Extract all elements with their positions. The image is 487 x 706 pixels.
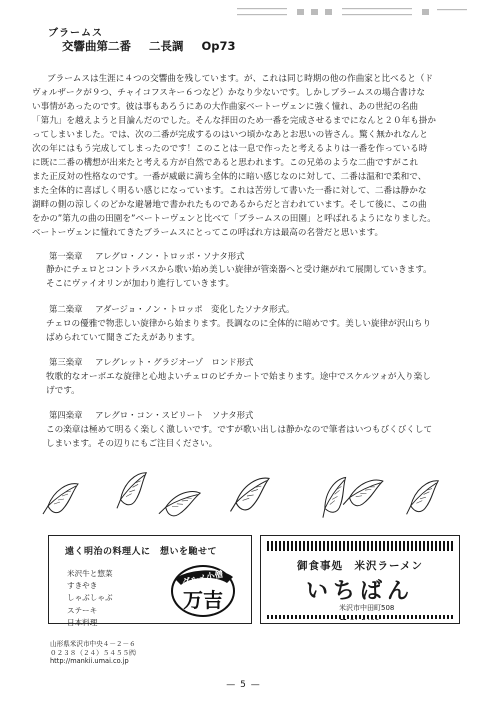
movement-number: 第三楽章 <box>49 357 83 367</box>
ad-tagline: 遠く明治の料理人に 想いを馳せて <box>65 547 218 557</box>
badge-main-text: 万吉 <box>183 588 223 612</box>
work-key: 二長調 <box>149 39 184 53</box>
movement-text: しまいます。その辺りにもご注目ください。 <box>46 439 218 449</box>
feather-icon <box>43 484 78 514</box>
ad-mankichi <box>48 535 252 627</box>
movement-heading <box>49 356 263 368</box>
movement-heading <box>49 303 304 315</box>
movement-tempo: アダージョ・ノン・トロッポ 変化したソナタ形式。 <box>95 304 295 314</box>
menu-item: しゃぶしゃぶ <box>67 593 113 603</box>
movement-text: げです。 <box>46 386 80 396</box>
ad-address: 米沢市中田町508 <box>339 604 395 612</box>
menu-item: 日本料理 <box>67 617 98 627</box>
intro-line: 「第九」を越えようと目論んだのでした。そんな拝田のため一番を完成させるまでになんと２０年も掛か <box>32 116 436 126</box>
intro-line: ベートーヴェンに憧れてきたブラームスにとってこの呼ばれ方は最高の名誉だと思います。 <box>32 228 384 238</box>
movement-tempo: アレグロ・コン・スピリート ソナタ形式 <box>95 410 254 420</box>
intro-line: ってしまいました。では、次の二番が完成するのはいつ頃かなあとお思いの皆さん。驚く無かれなんと <box>32 130 428 140</box>
composer-name: ブラームス <box>48 28 103 39</box>
intro-line: ブラームスは生涯に４つの交響曲を残しています。が、これは同じ時期の他の作曲家と比べると（ド <box>47 74 434 84</box>
ad-ichiban-contact <box>339 604 394 623</box>
movement-text: そこにヴァイオリンが加わり進行していきます。 <box>46 279 235 289</box>
badge-top-text: グルメ小僧 <box>181 569 225 589</box>
ad-ichiban <box>260 535 460 624</box>
ad-border-stripe <box>267 615 453 619</box>
ad-phone: ０２３８（２４）５４５５㈹ <box>50 648 136 657</box>
intro-line: また全体的に喜ばしく明るい感じになっています。これは苦労して書いた一番に対して、二番は静かな <box>32 186 427 196</box>
feather-icon <box>112 472 152 508</box>
movement-heading <box>49 250 255 262</box>
feather-row <box>40 466 450 518</box>
movement-heading <box>49 409 263 421</box>
ad-tagline: 御食事処 米沢ラーメン <box>297 560 423 572</box>
movement-number: 第四楽章 <box>49 410 83 420</box>
movement-number: 第二楽章 <box>49 304 83 314</box>
intro-line: い事情があったのです。彼は事もあろうにあの大作曲家ベートーヴェンに強く憧れ、あの世紀の名曲 <box>32 102 419 112</box>
intro-line: に既に二番の構想が出来たと考える方が自然であると思われます。この兄弟のような二曲ですがこれ <box>32 158 419 168</box>
header-ornament <box>237 6 467 18</box>
work-name: 交響曲第二番 <box>62 39 131 53</box>
shop-name: いちばん <box>305 578 414 604</box>
ad-mankichi-contact <box>50 640 136 666</box>
movement-text: 静かにチェロとコントラバスから歌い始め美しい旋律が管楽器へと受け継がれて展開していきます。 <box>46 265 432 275</box>
feather-icon <box>343 475 383 511</box>
ad-border-stripe <box>267 541 453 551</box>
feather-icon <box>231 478 270 511</box>
movement-tempo: アレグロ・ノン・トロッポ・ソナタ形式 <box>95 251 245 261</box>
intro-line: また正反対の性格なのです。一番が威厳に満ち全体的に暗い感じなのに対して、二番は温和で柔和で、 <box>32 172 427 182</box>
intro-line: 湖畔の側の涼しくのどかな避暑地で書かれたものであるからだと言われています。そして後に、この曲 <box>32 200 427 210</box>
page-number: — 5 — <box>226 680 261 690</box>
intro-line: ヴォルザークが９つ、チャイコフスキー６つなど）かなり少ないです。しかしブラームスの場合書けな <box>32 88 425 98</box>
work-opus: Op73 <box>201 39 236 53</box>
movement-text: この楽章は極めて明るく楽しく激しいです。ですが歌い出しは静かなので筆者はいつもびくびくして <box>46 425 433 435</box>
movement-text: 牧歌的なオーボエな旋律と心地よいチェロのピチカートで始まります。途中でスケルツォが入り楽し <box>46 372 431 382</box>
movement-text: チェロの優雅で物悲しい旋律から始まります。長調なのに全体的に暗めです。美しい旋律が沢山ちり <box>46 319 432 329</box>
movement-tempo: アレグレット・グラジオーゾ ロンド形式 <box>95 357 254 367</box>
movement-number: 第一楽章 <box>49 251 83 261</box>
feather-icon <box>403 481 441 515</box>
menu-item: すきやき <box>67 581 98 591</box>
work-title <box>62 38 250 54</box>
feather-icon <box>159 484 200 518</box>
intro-line: 次の年にはもう完成してしまったのです！このことは一息で作ったと考えるよりは一番を作っている時 <box>32 144 428 154</box>
movement-text: ばめられていて聞きごたえがあります。 <box>46 333 201 343</box>
ad-url[interactable]: http://mankii.umai.co.jp <box>50 657 129 666</box>
ad-address: 山形県米沢市中央４－２－６ <box>50 640 136 648</box>
mankichi-logo <box>167 561 237 625</box>
menu-item: 米沢牛と惣菜 <box>67 569 113 578</box>
ad-menu-list <box>67 568 113 629</box>
intro-line: をかの”第九の曲の田園を”ベートーヴェンと比べて「ブラームスの田園」と呼ばれるようになりました。 <box>32 214 436 224</box>
menu-item: ステーキ <box>67 605 98 615</box>
